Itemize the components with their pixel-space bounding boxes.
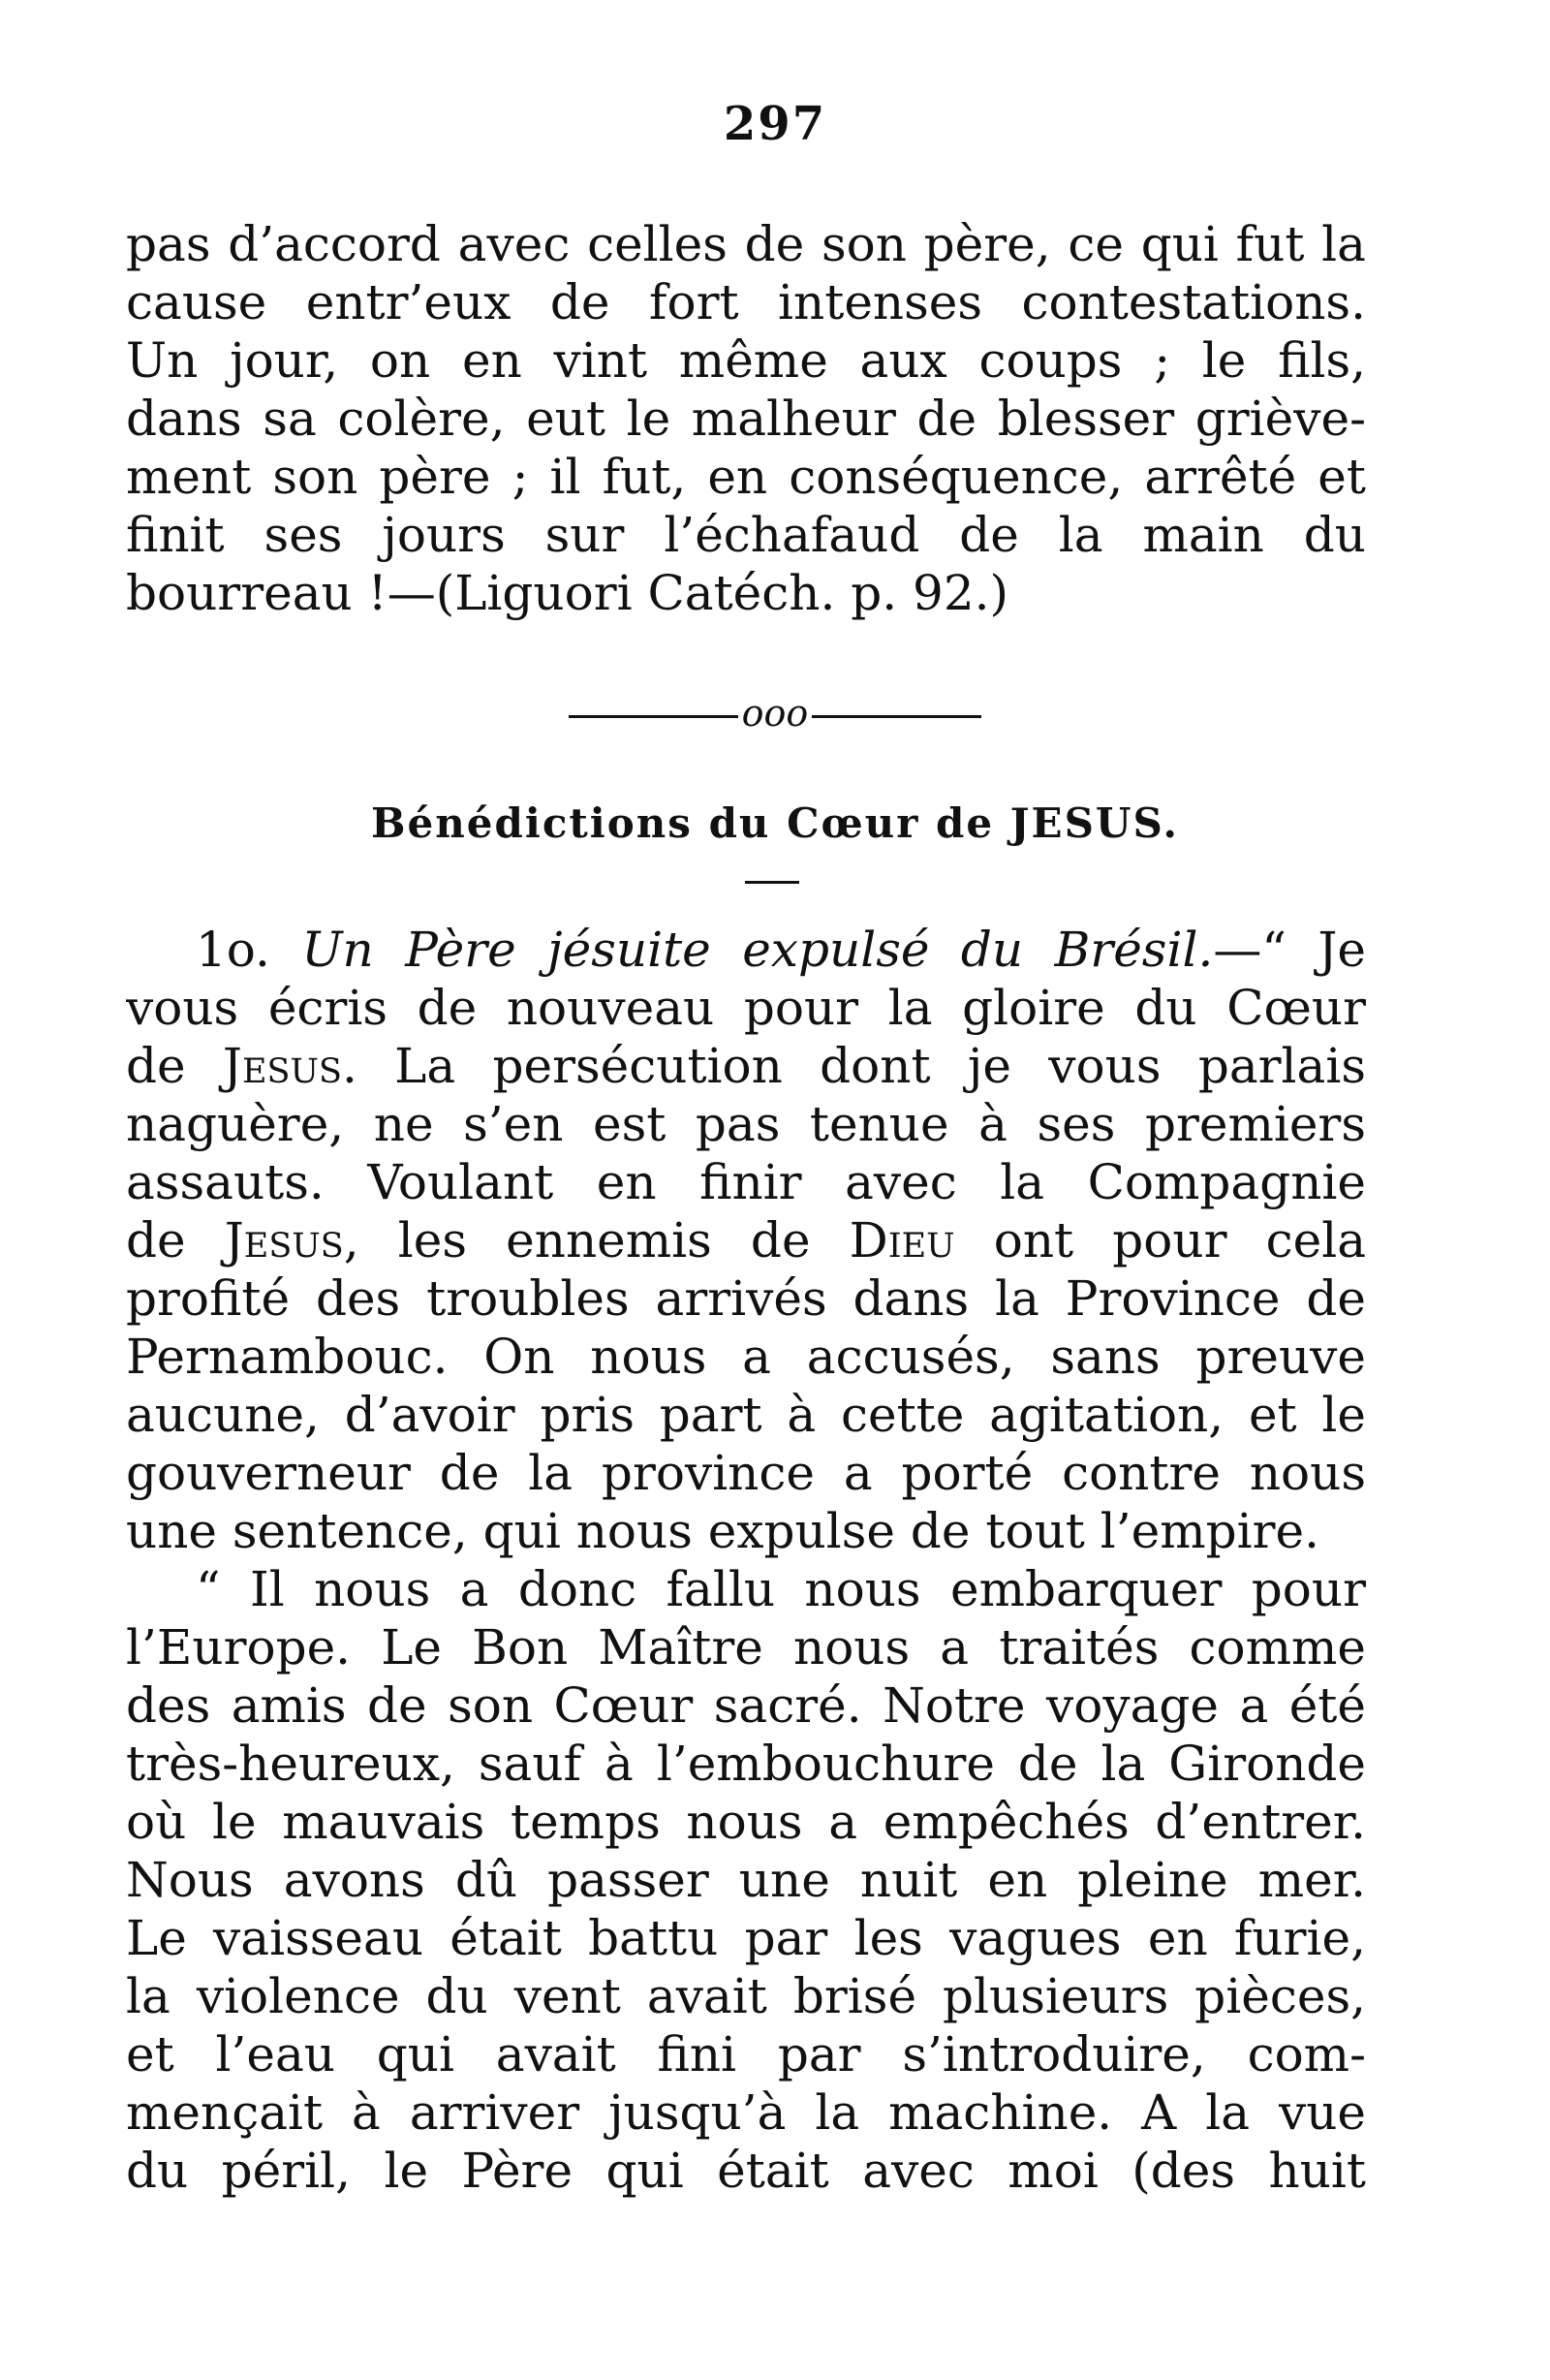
jesus-smallcaps: Jesus: [222, 1038, 342, 1094]
text-line: gouverneur de la province a porté contre nous: [126, 1445, 1366, 1501]
text-line: assauts. Voulant en finir avec la Compagnie: [126, 1154, 1366, 1210]
text-line: [126, 1037, 1366, 1095]
text-line: bourreau !—(Liguori Catéch. p. 92.): [126, 565, 1009, 621]
page-number: 297: [723, 97, 827, 151]
dieu-smallcaps: Dieu: [849, 1212, 955, 1268]
text-line: très-heureux, sauf à l’embouchure de la Gironde: [126, 1736, 1366, 1792]
text-fragment: de: [126, 1212, 225, 1268]
text-line: du péril, le Père qui était avec moi (des huit: [126, 2143, 1366, 2199]
text-line: mençait à arriver jusqu’à la machine. A la vue: [126, 2084, 1366, 2141]
entry-title-line: [126, 921, 1366, 979]
text-line: vous écris de nouveau pour la gloire du Cœur: [126, 980, 1366, 1036]
text-line: l’Europe. Le Bon Maître nous a traités comme: [126, 1619, 1366, 1675]
text-fragment: de: [126, 1038, 223, 1094]
paragraph-continuation: [126, 215, 1366, 622]
text-fragment: ont pour cela: [954, 1212, 1366, 1268]
text-line: cause entr’eux de fort intenses contestations.: [126, 274, 1366, 330]
section-heading: Bénédictions du Cœur de JESUS.: [371, 799, 1179, 847]
text-line: “ Il nous a donc fallu nous embarquer pour: [196, 1561, 1366, 1617]
text-line: Nous avons dû passer une nuit en pleine mer.: [126, 1852, 1366, 1908]
entry-number: 1o.: [196, 922, 270, 978]
text-line: finit ses jours sur l’échafaud de la main du: [126, 507, 1366, 563]
text-line: dans sa colère, eut le malheur de blesser griève-: [126, 391, 1366, 447]
text-line: ment son père ; il fut, en conséquence, arrêté et: [126, 449, 1366, 505]
text-line: et l’eau qui avait fini par s’introduire, com-: [126, 2026, 1366, 2082]
separator-rule-left: [569, 715, 738, 718]
text-line: Un jour, on en vint même aux coups ; le fils,: [126, 332, 1366, 389]
jesus-smallcaps: Jesus: [224, 1212, 344, 1268]
entry-body: [126, 921, 1366, 2200]
separator-rule-right: [812, 715, 981, 718]
text-fragment: . La persécution dont je vous parlais: [341, 1038, 1366, 1094]
text-line: Le vaisseau était battu par les vagues en furie,: [126, 1910, 1366, 1966]
text-line: des amis de son Cœur sacré. Notre voyage a été: [126, 1677, 1366, 1734]
text-line: la violence du vent avait brisé plusieurs pièces,: [126, 1968, 1366, 2024]
section-separator: [0, 684, 1550, 742]
heading-dash: [745, 881, 799, 884]
text-line: Pernambouc. On nous a accusés, sans preuve: [126, 1329, 1366, 1385]
quote-start: —“ Je: [1213, 922, 1366, 978]
text-line: pas d’accord avec celles de son père, ce qui fut la: [126, 216, 1366, 272]
text-fragment: , les ennemis de: [343, 1212, 850, 1268]
text-line: profité des troubles arrivés dans la Province de: [126, 1270, 1366, 1327]
separator-ornament: ooo: [741, 692, 809, 735]
text-line: aucune, d’avoir pris part à cette agitation, et le: [126, 1387, 1366, 1443]
text-line: naguère, ne s’en est pas tenue à ses premiers: [126, 1096, 1366, 1152]
entry-title: Un Père jésuite expulsé du Brésil.: [301, 922, 1214, 978]
text-line: [126, 1211, 1366, 1269]
text-line: une sentence, qui nous expulse de tout l’empire.: [126, 1503, 1320, 1559]
text-line: où le mauvais temps nous a empêchés d’entrer.: [126, 1794, 1366, 1850]
